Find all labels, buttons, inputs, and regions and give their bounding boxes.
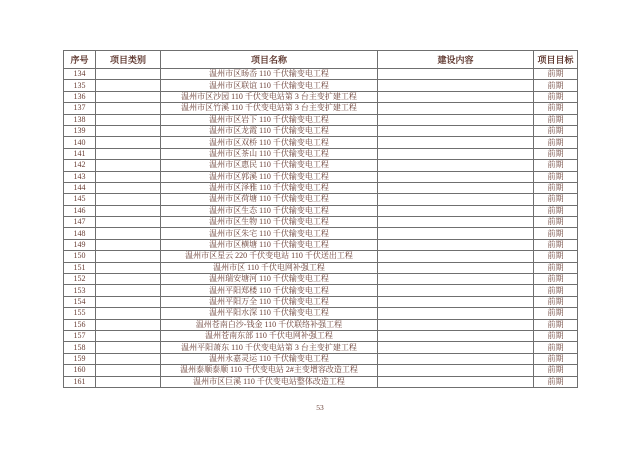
table-row — [64, 365, 578, 376]
cell-serial-number: 149 — [64, 239, 96, 250]
cell-project-category — [96, 285, 161, 296]
table-row — [64, 137, 578, 148]
cell-construction-content — [378, 251, 534, 262]
cell-serial-number: 157 — [64, 330, 96, 341]
cell-project-name: 温州瑞安塘河 110 千伏输变电工程 — [161, 274, 378, 285]
cell-project-goal: 前期 — [534, 228, 578, 239]
cell-project-name: 温州平阳万全 110 千伏输变电工程 — [161, 296, 378, 307]
cell-project-goal: 前期 — [534, 296, 578, 307]
table-row — [64, 342, 578, 353]
table-header — [64, 51, 578, 69]
table-row — [64, 296, 578, 307]
cell-serial-number: 144 — [64, 182, 96, 193]
table-row — [64, 103, 578, 114]
cell-serial-number: 160 — [64, 365, 96, 376]
cell-project-goal: 前期 — [534, 103, 578, 114]
table-row — [64, 171, 578, 182]
cell-project-name: 温州市区生物 110 千伏输变电工程 — [161, 217, 378, 228]
cell-project-goal: 前期 — [534, 330, 578, 341]
cell-serial-number: 139 — [64, 125, 96, 136]
cell-construction-content — [378, 308, 534, 319]
table-row — [64, 182, 578, 193]
header-row — [64, 51, 578, 69]
cell-construction-content — [378, 194, 534, 205]
table-row — [64, 285, 578, 296]
cell-project-name: 温州苍南东部 110 千伏电网补强工程 — [161, 330, 378, 341]
cell-project-goal: 前期 — [534, 319, 578, 330]
table-row — [64, 160, 578, 171]
cell-project-name: 温州市区巨溪 110 千伏变电站整体改造工程 — [161, 376, 378, 387]
cell-project-category — [96, 171, 161, 182]
cell-construction-content — [378, 148, 534, 159]
cell-project-name: 温州市区星云 220 千伏变电站 110 千伏送出工程 — [161, 251, 378, 262]
cell-project-category — [96, 137, 161, 148]
table-row — [64, 69, 578, 80]
cell-project-category — [96, 182, 161, 193]
cell-project-goal: 前期 — [534, 148, 578, 159]
cell-project-name: 温州市区朱宅 110 千伏输变电工程 — [161, 228, 378, 239]
cell-project-name: 温州市区沙园 110 千伏变电站第 3 台主变扩建工程 — [161, 91, 378, 102]
cell-serial-number: 151 — [64, 262, 96, 273]
cell-project-goal: 前期 — [534, 217, 578, 228]
cell-serial-number: 138 — [64, 114, 96, 125]
table-row — [64, 274, 578, 285]
cell-serial-number: 145 — [64, 194, 96, 205]
cell-project-name: 温州永嘉灵运 110 千伏输变电工程 — [161, 353, 378, 364]
table-row — [64, 308, 578, 319]
cell-project-goal: 前期 — [534, 365, 578, 376]
cell-project-name: 温州市区龙霞 110 千伏输变电工程 — [161, 125, 378, 136]
cell-serial-number: 158 — [64, 342, 96, 353]
table-row — [64, 376, 578, 387]
header-project-goal: 项目目标 — [534, 51, 578, 69]
cell-project-goal: 前期 — [534, 137, 578, 148]
header-serial-number: 序号 — [64, 51, 96, 69]
cell-project-goal: 前期 — [534, 353, 578, 364]
cell-construction-content — [378, 171, 534, 182]
table-row — [64, 217, 578, 228]
cell-construction-content — [378, 239, 534, 250]
table-row — [64, 205, 578, 216]
cell-construction-content — [378, 296, 534, 307]
cell-project-category — [96, 262, 161, 273]
cell-project-category — [96, 239, 161, 250]
cell-serial-number: 150 — [64, 251, 96, 262]
header-construction-content: 建设内容 — [378, 51, 534, 69]
cell-project-name: 温州平阳郑楼 110 千伏输变电工程 — [161, 285, 378, 296]
cell-project-category — [96, 125, 161, 136]
cell-serial-number: 135 — [64, 80, 96, 91]
cell-project-name: 温州市区竹溪 110 千伏变电站第 3 台主变扩建工程 — [161, 103, 378, 114]
cell-serial-number: 137 — [64, 103, 96, 114]
cell-project-category — [96, 160, 161, 171]
cell-project-name: 温州平阳萧东 110 千伏变电站第 3 台主变扩建工程 — [161, 342, 378, 353]
cell-project-name: 温州市区泽雅 110 千伏输变电工程 — [161, 182, 378, 193]
cell-construction-content — [378, 342, 534, 353]
cell-project-goal: 前期 — [534, 239, 578, 250]
cell-project-goal: 前期 — [534, 194, 578, 205]
cell-project-category — [96, 69, 161, 80]
cell-serial-number: 161 — [64, 376, 96, 387]
table-body — [64, 69, 578, 388]
cell-project-goal: 前期 — [534, 171, 578, 182]
cell-project-goal: 前期 — [534, 274, 578, 285]
cell-project-category — [96, 353, 161, 364]
cell-project-goal: 前期 — [534, 205, 578, 216]
cell-project-name: 温州市区惠民 110 千伏输变电工程 — [161, 160, 378, 171]
cell-construction-content — [378, 376, 534, 387]
cell-project-goal: 前期 — [534, 80, 578, 91]
cell-construction-content — [378, 217, 534, 228]
table-row — [64, 239, 578, 250]
cell-serial-number: 159 — [64, 353, 96, 364]
cell-project-name: 温州市区联谊 110 千伏输变电工程 — [161, 80, 378, 91]
cell-serial-number: 152 — [64, 274, 96, 285]
cell-construction-content — [378, 365, 534, 376]
table-row — [64, 319, 578, 330]
cell-construction-content — [378, 80, 534, 91]
cell-project-name: 温州市区茶山 110 千伏输变电工程 — [161, 148, 378, 159]
cell-construction-content — [378, 285, 534, 296]
cell-serial-number: 140 — [64, 137, 96, 148]
cell-construction-content — [378, 228, 534, 239]
cell-project-category — [96, 376, 161, 387]
page-number: 53 — [316, 403, 324, 412]
table-row — [64, 148, 578, 159]
cell-construction-content — [378, 91, 534, 102]
cell-project-category — [96, 91, 161, 102]
cell-project-category — [96, 330, 161, 341]
cell-project-category — [96, 103, 161, 114]
cell-project-category — [96, 342, 161, 353]
cell-project-category — [96, 194, 161, 205]
cell-project-category — [96, 148, 161, 159]
cell-project-goal: 前期 — [534, 342, 578, 353]
table-row — [64, 262, 578, 273]
table-row — [64, 330, 578, 341]
cell-project-goal: 前期 — [534, 182, 578, 193]
table-row — [64, 125, 578, 136]
cell-construction-content — [378, 262, 534, 273]
cell-project-name: 温州泰顺泰顺 110 千伏变电站 2#主变增容改造工程 — [161, 365, 378, 376]
cell-construction-content — [378, 160, 534, 171]
cell-project-name: 温州市区双桥 110 千伏输变电工程 — [161, 137, 378, 148]
cell-project-category — [96, 274, 161, 285]
cell-project-category — [96, 365, 161, 376]
cell-serial-number: 143 — [64, 171, 96, 182]
cell-project-goal: 前期 — [534, 285, 578, 296]
cell-project-category — [96, 319, 161, 330]
cell-serial-number: 146 — [64, 205, 96, 216]
cell-construction-content — [378, 137, 534, 148]
cell-project-category — [96, 228, 161, 239]
table-row — [64, 194, 578, 205]
cell-project-category — [96, 217, 161, 228]
cell-project-goal: 前期 — [534, 125, 578, 136]
cell-construction-content — [378, 353, 534, 364]
cell-project-goal: 前期 — [534, 251, 578, 262]
cell-project-name: 温州平阳水深 110 千伏输变电工程 — [161, 308, 378, 319]
cell-project-goal: 前期 — [534, 308, 578, 319]
cell-project-goal: 前期 — [534, 376, 578, 387]
cell-construction-content — [378, 182, 534, 193]
cell-project-name: 温州市区荷塘 110 千伏输变电工程 — [161, 194, 378, 205]
header-project-category: 项目类别 — [96, 51, 161, 69]
cell-serial-number: 148 — [64, 228, 96, 239]
cell-project-goal: 前期 — [534, 262, 578, 273]
cell-project-name: 温州市区 110 千伏电网补强工程 — [161, 262, 378, 273]
table-row — [64, 91, 578, 102]
cell-project-name: 温州市区郭溪 110 千伏输变电工程 — [161, 171, 378, 182]
cell-project-category — [96, 114, 161, 125]
cell-project-goal: 前期 — [534, 69, 578, 80]
table-row — [64, 228, 578, 239]
cell-project-name: 温州苍南白沙-钱金 110 千伏联络补强工程 — [161, 319, 378, 330]
table-row — [64, 114, 578, 125]
table-row — [64, 80, 578, 91]
cell-serial-number: 147 — [64, 217, 96, 228]
cell-project-goal: 前期 — [534, 91, 578, 102]
cell-serial-number: 153 — [64, 285, 96, 296]
cell-serial-number: 154 — [64, 296, 96, 307]
cell-construction-content — [378, 114, 534, 125]
cell-serial-number: 141 — [64, 148, 96, 159]
cell-construction-content — [378, 69, 534, 80]
cell-project-name: 温州市区旸岙 110 千伏输变电工程 — [161, 69, 378, 80]
cell-project-category — [96, 205, 161, 216]
cell-project-name: 温州市区生态 110 千伏输变电工程 — [161, 205, 378, 216]
cell-serial-number: 134 — [64, 69, 96, 80]
cell-construction-content — [378, 330, 534, 341]
cell-project-name: 温州市区岩下 110 千伏输变电工程 — [161, 114, 378, 125]
cell-construction-content — [378, 125, 534, 136]
cell-construction-content — [378, 103, 534, 114]
cell-serial-number: 155 — [64, 308, 96, 319]
cell-project-goal: 前期 — [534, 160, 578, 171]
cell-project-category — [96, 308, 161, 319]
cell-project-category — [96, 80, 161, 91]
cell-project-goal: 前期 — [534, 114, 578, 125]
cell-project-name: 温州市区横塘 110 千伏输变电工程 — [161, 239, 378, 250]
header-project-name: 项目名称 — [161, 51, 378, 69]
cell-construction-content — [378, 205, 534, 216]
cell-project-category — [96, 251, 161, 262]
table-row — [64, 251, 578, 262]
cell-construction-content — [378, 319, 534, 330]
cell-project-category — [96, 296, 161, 307]
project-table — [63, 50, 578, 388]
cell-serial-number: 136 — [64, 91, 96, 102]
table-row — [64, 353, 578, 364]
cell-construction-content — [378, 274, 534, 285]
cell-serial-number: 142 — [64, 160, 96, 171]
cell-serial-number: 156 — [64, 319, 96, 330]
